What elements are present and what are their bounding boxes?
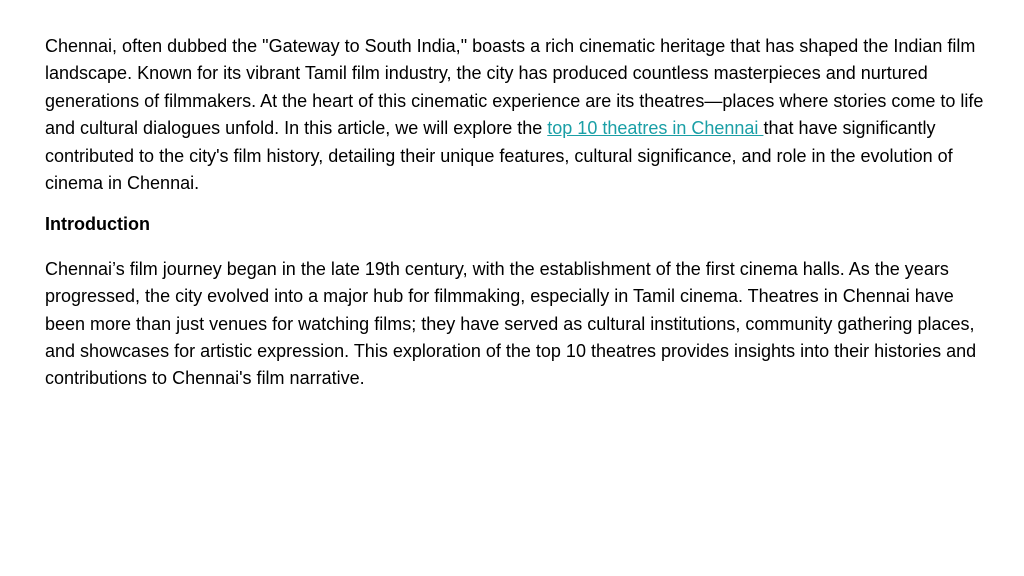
intro-paragraph <box>45 33 990 197</box>
article-body <box>45 33 995 393</box>
top-theatres-link[interactable]: top 10 theatres in Chennai <box>547 118 764 139</box>
section-heading: Introduction <box>45 214 150 235</box>
intro-text-after-link: that have significantly contributed to the city's film history, detailing their unique features, cultural significance, and role in the evolution of cinema in Chennai. <box>45 118 953 194</box>
section-paragraph: Chennai’s film journey began in the late 19th century, with the establishment of the first cinema halls. As the years progressed, the city evolved into a major hub for filmmaking, especially in Tamil cinema. Theatres in Chennai have been more than just venues for watching films; they have served as cultural institutions, community gathering places, and showcases for artistic expression. This exploration of the top 10 theatres provides insights into their histories and contributions to Chennai's film narrative. <box>45 258 977 389</box>
intro-text-before-link: Chennai, often dubbed the "Gateway to South India," boasts a rich cinematic heritage that has shaped the Indian film landscape. Known for its vibrant Tamil film industry, the city has produced countless masterpieces and nurtured generations of filmmakers. At the heart of this cinematic experience are its theatres—places where stories come to life and cultural dialogues unfold. In this article, we will explore the <box>45 36 984 139</box>
